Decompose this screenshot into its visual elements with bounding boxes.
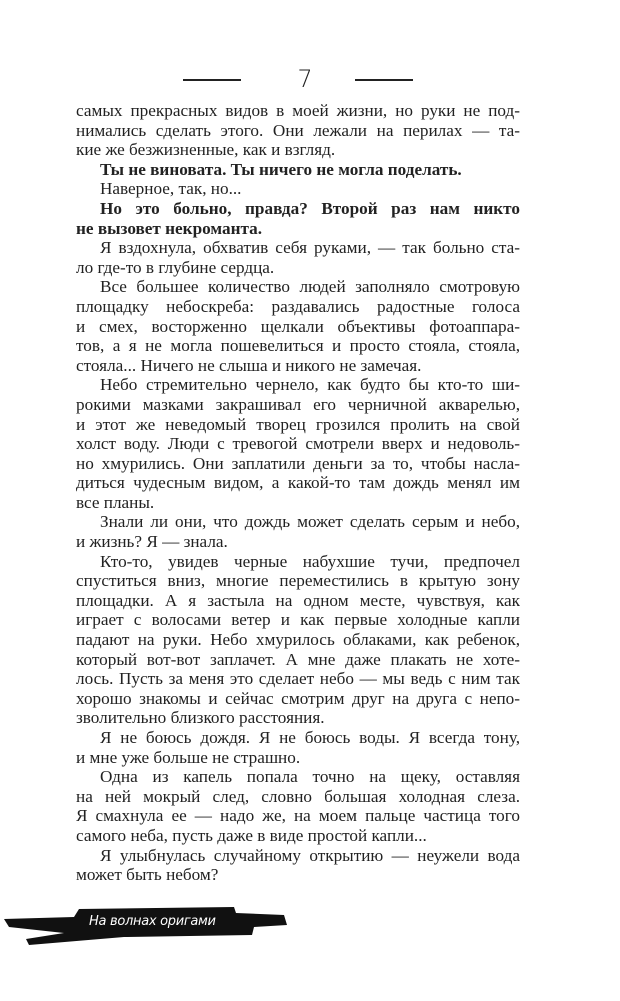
- paragraph-line-first: Я вздохнула, обхватив себя руками, — так больно ста-: [100, 238, 520, 258]
- paragraph-line: лось. Пусть за меня это сделает небо — мы ведь с ним так: [76, 669, 520, 689]
- paragraph-line: зволительно близкого расстояния.: [76, 708, 325, 728]
- paragraph-line-first: Наверное, так, но...: [100, 179, 242, 199]
- paragraph-line-first: самых прекрасных видов в моей жизни, но руки не под-: [76, 101, 520, 120]
- paragraph-line: все планы.: [76, 492, 155, 512]
- header-rule-right: [355, 79, 413, 81]
- paragraph-line: Я смахнула ее — надо же, на моем пальце частица того: [76, 806, 520, 826]
- paragraph-line: и мне уже больше не страшно.: [76, 747, 301, 767]
- paragraph-line: не вызовет некроманта.: [76, 218, 263, 238]
- page-header: [0, 64, 620, 94]
- paragraph-line: кие же безжизненные, как и взгляд.: [76, 140, 336, 160]
- paragraph-line: и смех, восторженно щелкали объективы фотоаппара-: [76, 316, 520, 336]
- paragraph-line: площадку небоскреба: раздавались радостные голоса: [76, 296, 520, 316]
- paragraph-line: самого неба, пусть даже в виде простой капли...: [76, 825, 427, 845]
- paragraph-line-first: Я улыбнулась случайному открытию — неужели вода: [100, 845, 520, 865]
- body-text: [76, 101, 520, 885]
- paragraph-line: может быть небом?: [76, 865, 219, 885]
- paragraph-line-first: Ты не виновата. Ты ничего не могла поделать.: [100, 159, 462, 179]
- paragraph-line: рокими мазками закрашивал его черничной акварелью,: [76, 394, 520, 414]
- paragraph-line-first: Знали ли они, что дождь может сделать серым и небо,: [100, 512, 520, 532]
- paragraph-line: тов, а я не могла пошевелиться и просто стояла, стояла,: [76, 336, 520, 356]
- paragraph-line: и этот же неведомый творец грозился пролить на свой: [76, 414, 520, 434]
- header-rule-left: [183, 79, 241, 81]
- page-number: 7: [297, 65, 313, 93]
- paragraph-line-first: Я не боюсь дождя. Я не боюсь воды. Я всегда тону,: [100, 728, 520, 747]
- paragraph-line: и жизнь? Я — знала.: [76, 532, 228, 552]
- paragraph-line: нимались сделать этого. Они лежали на перилах — та-: [76, 120, 520, 140]
- paragraph-line-first: Небо стремительно чернело, как будто бы кто-то ши-: [100, 375, 520, 395]
- paragraph-line: на ней мокрый след, словно большая холодная слеза.: [76, 786, 520, 806]
- paragraph-line: спуститься вниз, многие переместились в крытую зону: [76, 571, 520, 591]
- paragraph-line-first: Все большее количество людей заполняло смотровую: [100, 277, 520, 297]
- footer-banner: [4, 905, 289, 945]
- paragraph-line: площадки. А я застыла на одном месте, чувствуя, как: [76, 590, 520, 610]
- paragraph-line: играет с волосами ветер и как первые холодные капли: [76, 610, 520, 630]
- paragraph-line-first: Кто-то, увидев черные набухшие тучи, предпочел: [100, 551, 520, 571]
- paragraph-line: падают на руки. Небо хмурилось облаками, как ребенок,: [76, 630, 520, 650]
- paragraph-line: ло где-то в глубине сердца.: [76, 257, 275, 277]
- paragraph-line: который вот-вот заплачет. А мне даже плакать не хоте-: [76, 649, 520, 669]
- paragraph-line-first: Одна из капель попала точно на щеку, оставляя: [100, 767, 520, 787]
- paragraph-line: холст воду. Люди с тревогой смотрели вверх и недоволь-: [76, 434, 520, 454]
- paragraph-line: хорошо знакомы и сейчас смотрим друг на друга с непо-: [76, 688, 520, 708]
- paragraph-line-first: Но это больно, правда? Второй раз нам никто: [100, 198, 520, 218]
- paragraph-line: диться чудесным видом, а какой-то там дождь менял им: [76, 473, 520, 493]
- paragraph-line: стояла... Ничего не слыша и никого не замечая.: [76, 355, 422, 375]
- paragraph-line: но хмурились. Они заплатили деньги за то, чтобы насла-: [76, 453, 520, 473]
- series-title: На волнах оригами: [89, 914, 216, 929]
